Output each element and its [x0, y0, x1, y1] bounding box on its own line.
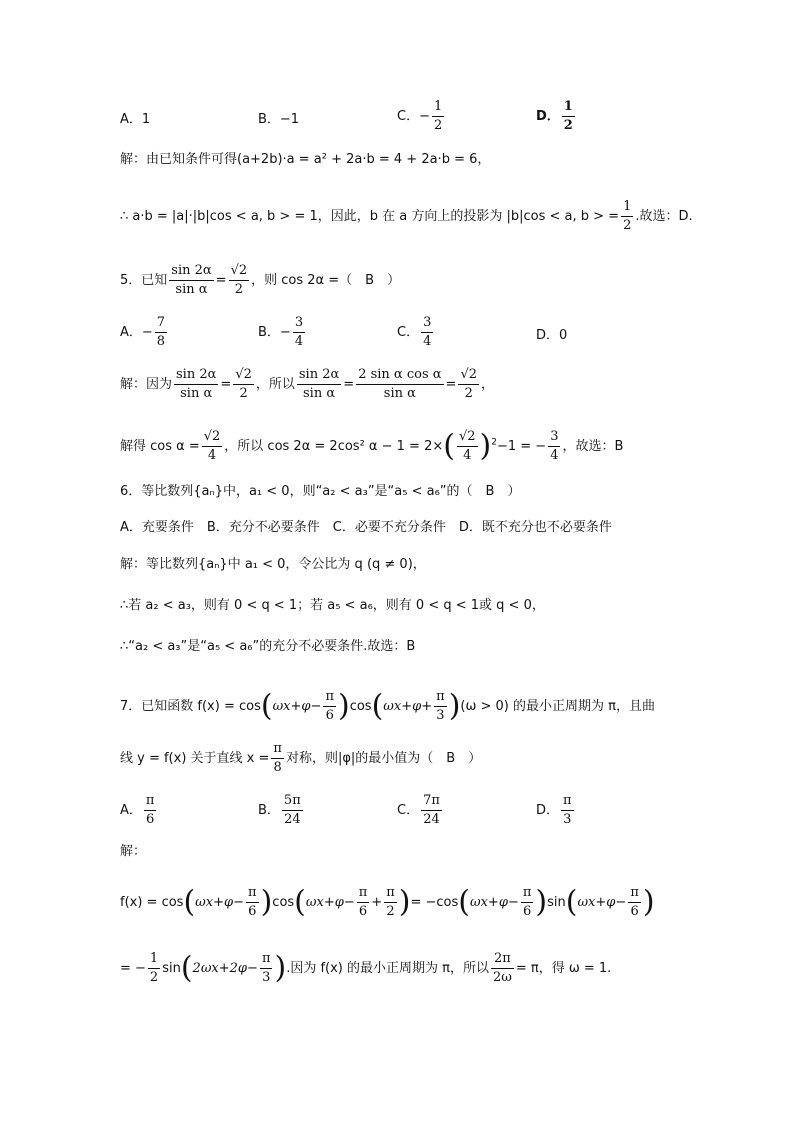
q5-solution-line1: 解：因为 $\frac{\sin 2\alpha}{\text{sin α}}$ = $\frac{√2}{2}$ ，所以 $\frac{\sin 2\alpha}{\text{sin α}}$ = $\frac{\text{2 sin α cos α}}{\text{sin α}}$ = $\frac{√2}{2}$ ，	[120, 367, 495, 401]
q7-stem-line1: 7．已知函数 f(x) = cos(ωx+φ− $\frac{\pi}{6}$ )cos(ωx+φ+ $\frac{\pi}{3}$ )(ω > 0) 的最小正周期为 π，且曲	[120, 688, 655, 724]
q7-option-b: B． $\frac{5\pi}{24}$	[258, 793, 301, 827]
q7-option-d: D． $\frac{\pi}{3}$	[536, 793, 572, 827]
q6-options: A．充要条件 B．充分不必要条件 C．必要不充分条件 D．既不充分也不必要条件	[120, 520, 612, 535]
q7-option-c: C． $\frac{7\pi}{24}$	[397, 793, 440, 827]
q4-option-d: D． $\frac{1}{2}$	[536, 99, 573, 133]
q4-option-a: A．1	[120, 112, 151, 127]
q5-solution-line2: 解得 cos α = $\frac{√2}{4}$ ，所以 cos 2α = 2cos² α − 1 = 2×( $\frac{√2}{4}$ )$^2$−1 = − $\frac{3}{4}$ ，故选：B	[120, 428, 624, 464]
q7-solution-line1: f(x) = cos(ωx+φ− $\frac{\pi}{6}$ )cos(ωx+φ− $\frac{\pi}{6}$ + $\frac{\pi}{2}$ )= −cos(ωx+φ− $\frac{\pi}{6}$ )sin(ωx+φ− $\frac{\pi}{6}$ )	[120, 884, 655, 920]
q6-stem: 6．等比数列{aₙ}中，a₁ < 0，则“a₂ < a₃”是“a₅ < a₆”的（ B ）	[120, 484, 521, 499]
q5-option-d: D．0	[536, 328, 568, 343]
q6-solution-line3: ∴“a₂ < a₃”是“a₅ < a₆”的充分不必要条件.故选：B	[120, 639, 416, 654]
q6-solution-line2: ∴若 a₂ < a₃，则有 0 < q < 1；若 a₅ < a₆，则有 0 < q < 1或 q < 0，	[120, 598, 545, 613]
q7-option-a: A． $\frac{\pi}{6}$	[120, 793, 155, 827]
q5-option-c: C． $\frac{3}{4}$	[397, 315, 432, 349]
q7-solution-label: 解：	[120, 844, 147, 859]
q6-solution-line1: 解：等比数列{aₙ}中 a₁ < 0，令公比为 q (q ≠ 0)，	[120, 557, 426, 572]
q7-stem-line2: 线 y = f(x) 关于直线 x = $\frac{\pi}{8}$ 对称，则|φ|的最小值为（ B ）	[120, 741, 482, 775]
q4-solution-line2: ∴ a·b = |a|·|b|cos < a, b > = 1，因此，b 在 a 方向上的投影为 |b|cos < a, b > = $\frac{1}{2}$ .故选：D.	[120, 199, 693, 233]
q7-solution-line2: = − $\frac{1}{2}$ sin(2ωx+2φ− $\frac{\pi}{3}$ ).因为 f(x) 的最小正周期为 π，所以 $\frac{2\pi}{2\omega}$ = π，得 ω = 1.	[120, 950, 612, 986]
q4-solution-line1: 解：由已知条件可得(a+2b)·a = a² + 2a·b = 4 + 2a·b = 6，	[120, 152, 491, 167]
q5-stem: 5．已知 $\frac{\sin 2\alpha}{\text{sin α}}$ = $\frac{√2}{2}$ ，则 cos 2α =（ B ）	[120, 263, 401, 297]
q4-option-b: B．−1	[258, 112, 300, 127]
q5-option-a: A．− $\frac{7}{8}$	[120, 315, 166, 349]
q4-option-c: C．− $\frac{1}{2}$	[397, 99, 443, 133]
q5-option-b: B．− $\frac{3}{4}$	[258, 315, 304, 349]
